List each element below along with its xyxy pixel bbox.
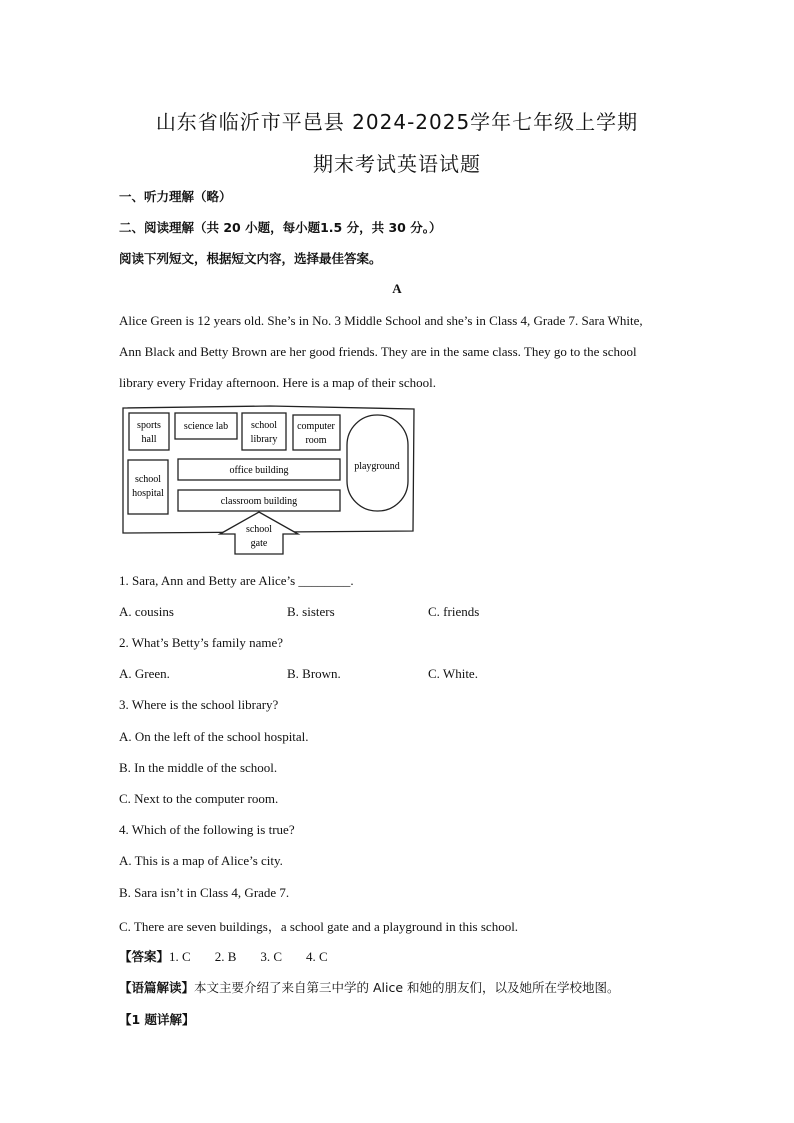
answer-item-2: 2. B <box>214 949 237 964</box>
question-2-option-c: C. White. <box>428 666 478 681</box>
map-playground-label: playground <box>354 461 400 472</box>
map-computer-room-label-1: computer <box>297 421 335 432</box>
passage-line-1: Alice Green is 12 years old. She’s in No. 3 Middle School and she’s in Class 4, Grade 7. Sara White, <box>119 313 643 328</box>
map-school-library-label-1: school <box>250 420 278 431</box>
question-3-option-a: A. On the left of the school hospital. <box>119 729 309 744</box>
map-school-hospital-label-2: hospital <box>132 488 164 499</box>
detail-label: 【1 题详解】 <box>119 1012 195 1027</box>
analysis-text: 本文主要介绍了来自第三中学的 Alice 和她的朋友们，以及她所在学校地图。 <box>194 980 620 995</box>
map-school-hospital-label-1: school <box>134 474 162 485</box>
document-title-line1: 山东省临沂市平邑县 2024-2025学年七年级上学期 <box>155 110 639 134</box>
map-school-gate-label-2: gate <box>250 538 268 549</box>
passage-line-2: Ann Black and Betty Brown are her good friends. They are in the same class. They go to the school <box>119 344 637 359</box>
question-2-stem: 2. What’s Betty’s family name? <box>119 635 284 650</box>
question-4-stem: 4. Which of the following is true? <box>119 822 295 837</box>
question-2-option-b: B. Brown. <box>287 666 341 681</box>
question-1-stem: 1. Sara, Ann and Betty are Alice’s ________. <box>119 573 354 588</box>
school-map <box>120 403 416 557</box>
section-listening: 一、听力理解（略） <box>119 189 232 204</box>
map-school-hospital <box>128 460 168 514</box>
map-science-lab-label: science lab <box>183 421 229 432</box>
question-2-option-a: A. Green. <box>119 666 170 681</box>
section-reading: 二、阅读理解（共 20 小题，每小题1.5 分，共 30 分。） <box>119 220 442 235</box>
map-school-gate-label-1: school <box>245 524 273 535</box>
question-1-option-c: C. friends <box>428 604 480 619</box>
analysis-label: 【语篇解读】 <box>119 980 195 995</box>
map-sports-hall-label-2: hall <box>141 434 157 445</box>
map-office-building-label: office building <box>229 465 289 476</box>
answer-item-4: 4. C <box>306 949 328 964</box>
question-3-stem: 3. Where is the school library? <box>119 697 279 712</box>
map-school-library-label-2: library <box>250 434 278 445</box>
question-1-option-a: A. cousins <box>119 604 174 619</box>
answer-item-3: 3. C <box>260 949 283 964</box>
question-3-option-c: C. Next to the computer room. <box>119 791 279 806</box>
question-4-option-c: C. There are seven buildings，a school gate and a playground in this school. <box>119 919 519 934</box>
answer-label: 【答案】 <box>119 949 170 964</box>
map-sports-hall-label-1: sports <box>137 420 161 431</box>
reading-instruction: 阅读下列短文，根据短文内容，选择最佳答案。 <box>119 251 382 266</box>
question-4-option-a: A. This is a map of Alice’s city. <box>119 853 283 868</box>
answer-item-1: 1. C <box>169 949 191 964</box>
map-classroom-building-label: classroom building <box>220 496 298 507</box>
question-3-option-b: B. In the middle of the school. <box>119 760 278 775</box>
analysis-line <box>119 978 620 996</box>
passage-line-3: library every Friday afternoon. Here is a map of their school. <box>119 375 436 390</box>
answer-line <box>119 947 328 965</box>
document-title-line2: 期末考试英语试题 <box>313 152 481 176</box>
passage-label: A <box>392 281 402 296</box>
map-computer-room-label-2: room <box>305 435 327 446</box>
question-4-option-b: B. Sara isn’t in Class 4, Grade 7. <box>119 885 290 900</box>
question-1-option-b: B. sisters <box>287 604 335 619</box>
